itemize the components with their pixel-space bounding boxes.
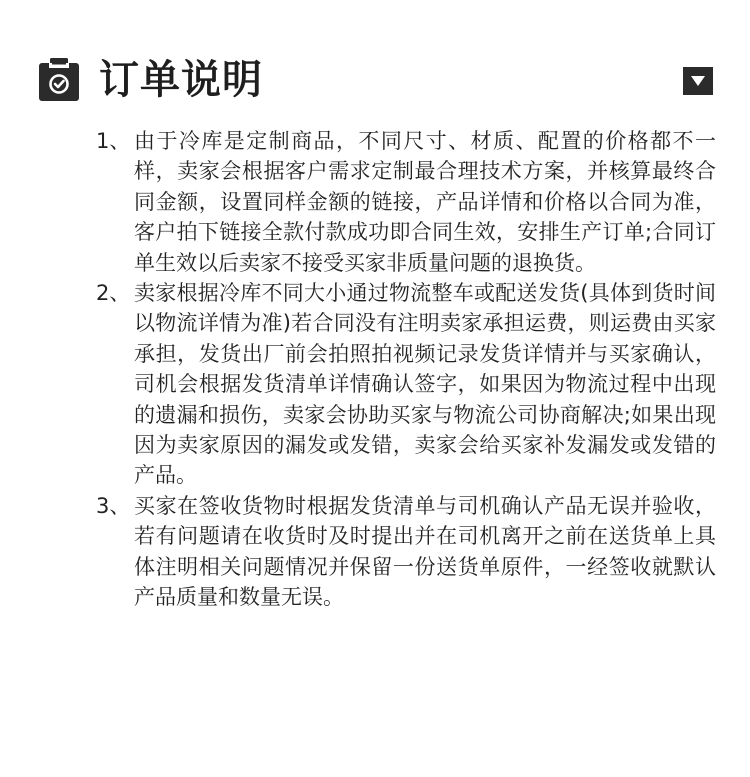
section-header (37, 52, 263, 108)
list-item (96, 278, 716, 491)
list-item-text: 买家在签收货物时根据发货清单与司机确认产品无误并验收，若有问题请在收货时及时提出并在司机离开之前在送货单上具体注明相关问题情况并保留一份送货单原件，一经签收就默认产品质量和数量无误。 (134, 493, 716, 610)
order-notes-list (96, 126, 716, 613)
triangle-down-icon (691, 76, 705, 86)
list-item-number: 1、 (96, 129, 131, 153)
list-item (96, 491, 716, 613)
page-title: 订单说明 (99, 57, 263, 103)
clipboard-check-icon (37, 57, 81, 103)
list-item-text: 由于冷库是定制商品，不同尺寸、材质、配置的价格都不一样，卖家会根据客户需求定制最合理技术方案，并核算最终合同金额，设置同样金额的链接，产品详情和价格以合同为准，客户拍下链接全款付款成功即合同生效，安排生产订单;合同订单生效以后卖家不接受买家非质量问题的退换货。 (134, 129, 716, 275)
list-item-number: 2、 (96, 281, 131, 306)
list-item-text: 卖家根据冷库不同大小通过物流整车或配送发货(具体到货时间以物流详情为准)若合同没有注明卖家承担运费，则运费由买家承担，发货出厂前会拍照拍视频记录发货详情并与买家确认，司机会根据发货清单详情确认签字，如果因为物流过程中出现的遗漏和损伤，卖家会协助买家与物流公司协商解决;如果出现因为卖家原因的漏发或发错，卖家会给买家补发漏发或发错的产品。 (134, 281, 716, 488)
list-item (96, 126, 716, 278)
list-item-number: 3、 (96, 493, 131, 518)
collapse-toggle-button[interactable] (683, 67, 713, 95)
